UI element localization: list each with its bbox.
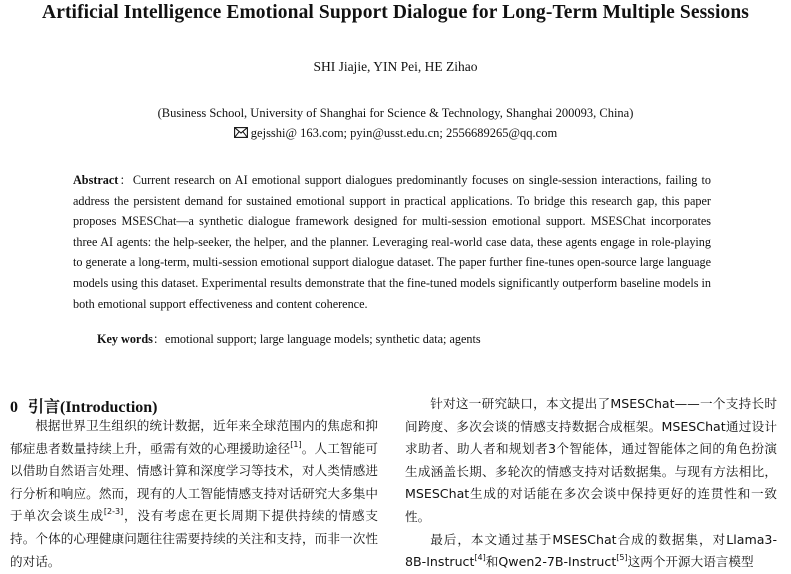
abstract-label: Abstract	[73, 173, 119, 187]
intro-text: 最后，本文通过基于MSESChat合成的数据集，对Llama3-8B-Instruct	[405, 531, 777, 570]
intro-text: 和Qwen2-7B-Instruct	[485, 554, 617, 570]
intro-paragraph-1	[10, 415, 378, 573]
keywords-label: Key words	[97, 332, 153, 346]
intro-paragraph-3	[405, 529, 777, 574]
section-number: 0	[10, 399, 18, 416]
intro-text: 。人工智能可以借助自然语言处理、情感计算和深度学习等技术，对人类情感进行分析和响应。然而，现有的人工智能情感支持对话研究大多集中于单次会谈生成	[10, 440, 379, 524]
section-heading	[10, 394, 158, 417]
left-column	[10, 415, 378, 573]
keywords-separator: ：	[152, 332, 166, 346]
citation-5: [5]	[616, 553, 628, 563]
authors: SHI Jiajie, YIN Pei, HE Zihao	[313, 59, 478, 74]
intro-paragraph-2: 针对这一研究缺口，本文提出了MSESChat——一个支持长时间跨度、多次会谈的情感支持数据合成框架。MSESChat通过设计求助者、助人者和规划者3个智能体，通过智能体之间的角色扮演生成涵盖长期、多轮次的情感支持对话数据集。与现有方法相比，MSESChat生成的对话能在多次会谈中保持更好的连贯性和一致性。	[405, 396, 777, 524]
abstract-separator: ：	[118, 173, 133, 187]
citation-4: [4]	[474, 553, 486, 563]
keywords	[97, 330, 711, 347]
section-title: 引言(Introduction)	[28, 399, 158, 416]
email-line	[0, 126, 791, 142]
citation-2-3: [2-3]	[103, 507, 124, 517]
envelope-icon	[234, 127, 248, 142]
abstract	[73, 170, 711, 314]
intro-text: 这两个开源大语言模型	[627, 554, 754, 570]
emails: gejsshi@ 163.com; pyin@usst.edu.cn; 2556689265@qq.com	[250, 126, 558, 140]
citation-1: [1]	[290, 439, 302, 449]
paper-title: Artificial Intelligence Emotional Support Dialogue for Long-Term Multiple Sessions	[42, 2, 749, 23]
abstract-text: Current research on AI emotional support dialogues predominantly focuses on single-session interactions, failing to address the persistent demand for sustained emotional support in practical applications. To bridge this research gap, this paper proposes MSESChat—a synthetic dialogue framework designed for multi-session emotional support. MSESChat incorporates three AI agents: the help-seeker, the helper, and the planner. Leveraging real-world case data, these agents engage in role-playing to generate a long-term, multi-session emotional support dialogue dataset. The paper further fine-tunes open-source large language models using this dataset. Experimental results demonstrate that the fine-tuned models significantly outperform baseline models in both emotional support effectiveness and content coherence.	[73, 173, 712, 311]
affiliation: (Business School, University of Shanghai for Science & Technology, Shanghai 200093, China)	[157, 106, 634, 120]
intro-text: 根据世界卫生组织的统计数据，近年来全球范围内的焦虑和抑郁症患者数量持续上升，亟需有效的心理援助途径	[10, 418, 378, 456]
keywords-text: emotional support; large language models; synthetic data; agents	[165, 332, 481, 346]
right-column	[405, 393, 777, 574]
intro-text: ，没有考虑在更长周期下提供持续的情感支持。个体的心理健康问题往往需要持续的关注和支持，而非一次性的对话。	[10, 508, 379, 569]
